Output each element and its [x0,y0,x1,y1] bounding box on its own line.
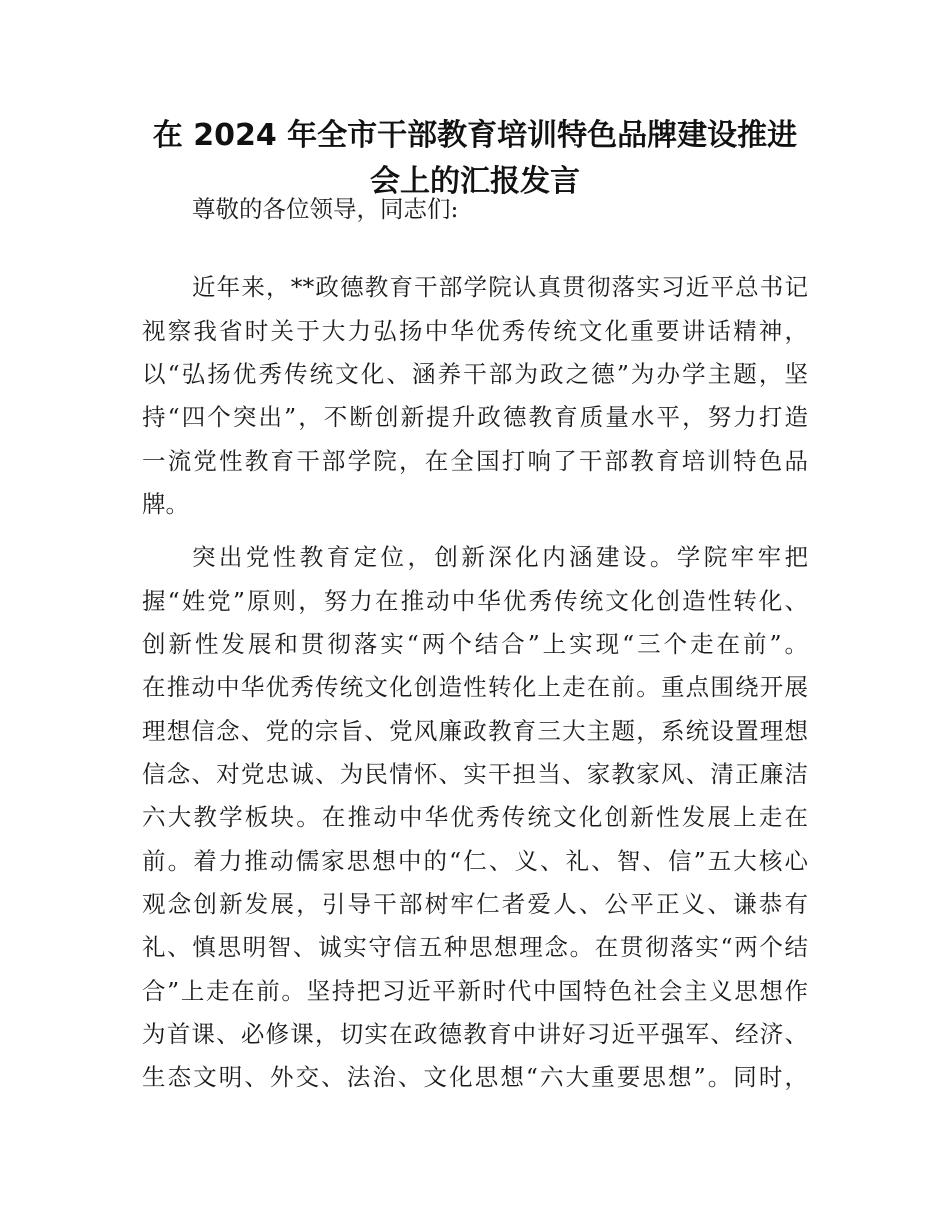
paragraph-2-line: 观念创新发展，引导干部树牢仁者爱人、公平正义、谦恭有 [142,890,808,918]
paragraph-1-line: 近年来，**政德教育干部学院认真贯彻落实习近平总书记 [192,273,808,301]
paragraph-2-line: 礼、慎思明智、诚实守信五种思想理念。在贯彻落实“两个结 [142,933,808,961]
paragraph-2-line: 为首课、必修课，切实在政德教育中讲好习近平强军、经济、 [142,1020,808,1048]
paragraph-1-line: 以“弘扬优秀传统文化、涵养干部为政之德”为办学主题，坚 [142,360,808,388]
paragraph-2-line: 生态文明、外交、法治、文化思想“六大重要思想”。同时， [142,1063,808,1091]
paragraph-1-line: 一流党性教育干部学院，在全国打响了干部教育培训特色品 [142,447,808,475]
paragraph-2-line: 握“姓党”原则，努力在推动中华优秀传统文化创造性转化、 [142,587,808,615]
paragraph-2-line: 信念、对党忠诚、为民情怀、实干担当、家教家风、清正廉洁 [142,760,808,788]
document-title-line-1: 在 2024 年全市干部教育培训特色品牌建设推进 [152,118,798,153]
paragraph-2-line: 创新性发展和贯彻落实“两个结合”上实现“三个走在前”。 [142,630,808,658]
paragraph-2-line: 合”上走在前。坚持把习近平新时代中国特色社会主义思想作 [142,977,808,1005]
paragraph-1-line: 视察我省时关于大力弘扬中华优秀传统文化重要讲话精神， [142,317,808,345]
paragraph-1-line: 持“四个突出”，不断创新提升政德教育质量水平，努力打造 [142,403,808,431]
paragraph-2-line: 六大教学板块。在推动中华优秀传统文化创新性发展上走在 [142,803,808,831]
document-title-line-2: 会上的汇报发言 [370,164,580,199]
paragraph-2-line: 前。着力推动儒家思想中的“仁、义、礼、智、信”五大核心 [142,847,808,875]
paragraph-1-line: 牌。 [142,490,189,518]
paragraph-2-line: 在推动中华优秀传统文化创造性转化上走在前。重点围绕开展 [142,673,808,701]
paragraph-2-line: 理想信念、党的宗旨、党风廉政教育三大主题，系统设置理想 [142,717,808,745]
salutation: 尊敬的各位领导，同志们: [192,195,459,223]
paragraph-2-line: 突出党性教育定位，创新深化内涵建设。学院牢牢把 [192,543,808,571]
